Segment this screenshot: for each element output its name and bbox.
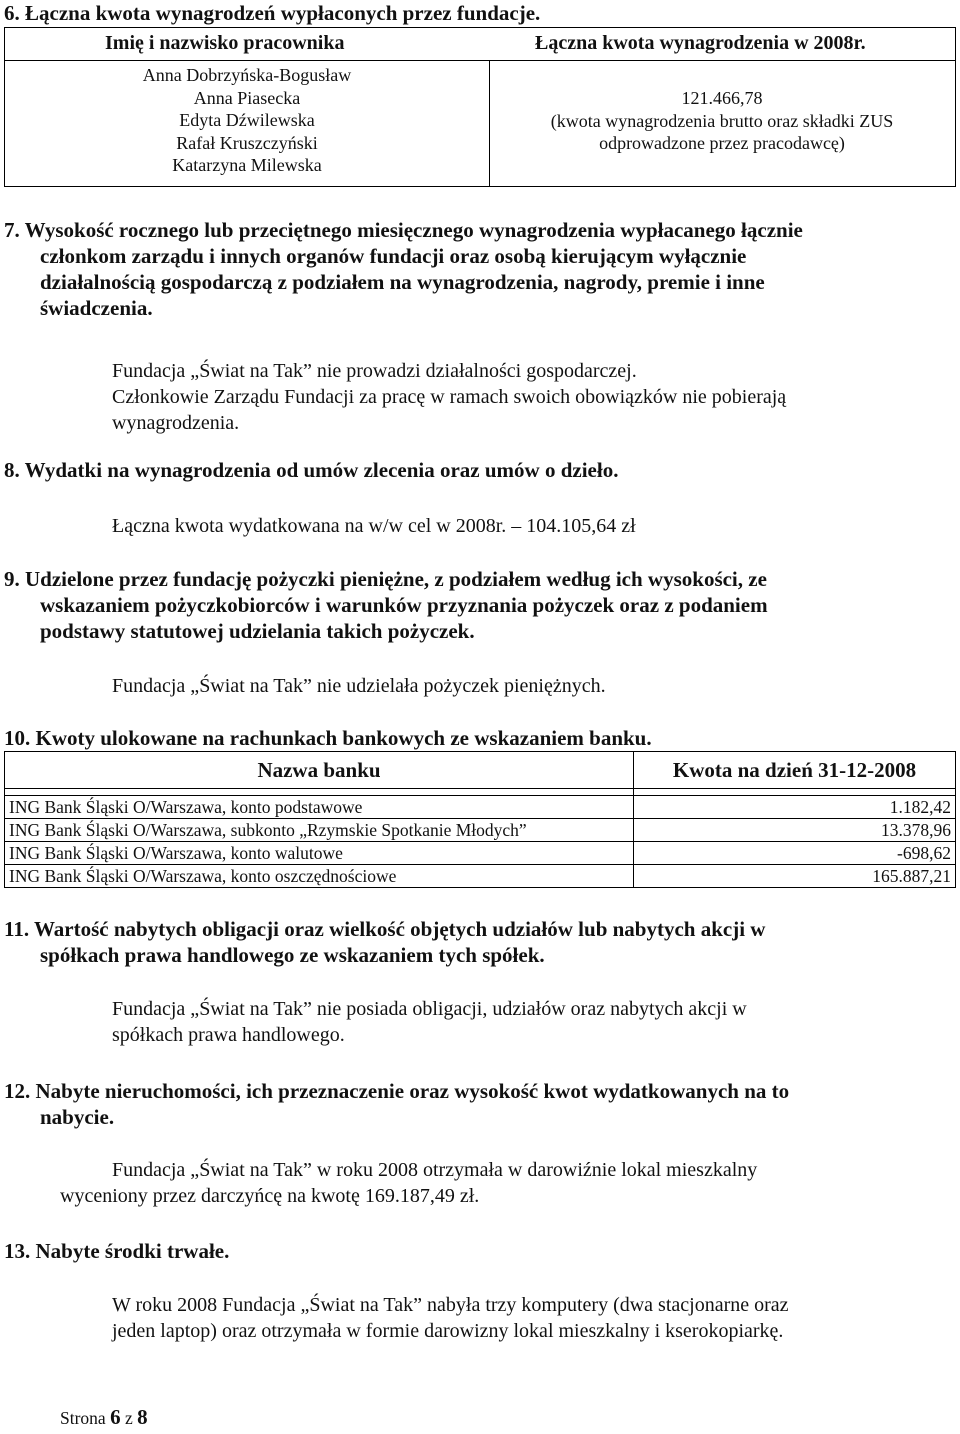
heading-line: podstawy statutowej udzielania takich pożyczek. bbox=[40, 619, 475, 643]
heading-line: 7. Wysokość rocznego lub przeciętnego miesięcznego wynagrodzenia wypłacanego łącznie bbox=[4, 218, 803, 242]
section-13-heading: 13. Nabyte środki trwałe. bbox=[4, 1239, 230, 1263]
body-line: wynagrodzenia. bbox=[112, 412, 240, 434]
footer-mid: z bbox=[120, 1408, 138, 1428]
table-row bbox=[5, 819, 956, 842]
section-13-body bbox=[112, 1292, 789, 1344]
section-10-heading: 10. Kwoty ulokowane na rachunkach bankowych ze wskazaniem banku. bbox=[4, 726, 652, 750]
section-7-body bbox=[112, 358, 786, 436]
section-12-heading bbox=[4, 1078, 789, 1130]
section-11-body bbox=[112, 996, 747, 1048]
amount-note: (kwota wynagrodzenia brutto oraz składki ZUS bbox=[550, 110, 894, 131]
bank-amount: 165.887,21 bbox=[634, 865, 956, 888]
heading-line: świadczenia. bbox=[40, 296, 153, 320]
body-line: spółkach prawa handlowego. bbox=[112, 1024, 345, 1046]
body-line: Fundacja „Świat na Tak” nie prowadzi działalności gospodarczej. bbox=[112, 360, 637, 382]
col-header-employee: Imię i nazwisko pracownika bbox=[105, 32, 345, 54]
heading-line: członkom zarządu i innych organów fundacji oraz osobą kierującym wyłącznie bbox=[40, 244, 747, 268]
footer-prefix: Strona bbox=[60, 1408, 111, 1428]
heading-line: nabycie. bbox=[40, 1105, 115, 1129]
col-header-bank: Nazwa banku bbox=[5, 752, 634, 789]
body-line: W roku 2008 Fundacja „Świat na Tak” nabyła trzy komputery (dwa stacjonarne oraz bbox=[112, 1294, 789, 1316]
body-line: Fundacja „Świat na Tak” w roku 2008 otrzymała w darowiźnie lokal mieszkalny bbox=[112, 1159, 758, 1181]
page-footer bbox=[60, 1405, 148, 1430]
heading-line: spółkach prawa handlowego ze wskazaniem tych spółek. bbox=[40, 943, 545, 967]
heading-line: działalnością gospodarczą z podziałem na wynagrodzenia, nagrody, premie i inne bbox=[40, 270, 765, 294]
body-line: wyceniony przez darczyńcę na kwotę 169.187,49 zł. bbox=[60, 1185, 480, 1207]
section-8-heading: 8. Wydatki na wynagrodzenia od umów zlecenia oraz umów o dzieło. bbox=[4, 458, 619, 482]
table-row bbox=[5, 865, 956, 888]
heading-line: 11. Wartość nabytych obligacji oraz wielkość objętych udziałów lub nabytych akcji w bbox=[4, 917, 766, 941]
amount-note: odprowadzone przez pracodawcę) bbox=[599, 133, 845, 153]
salary-table bbox=[4, 27, 956, 187]
section-11-heading bbox=[4, 916, 765, 968]
col-header-total: Łączna kwota wynagrodzenia w 2008r. bbox=[535, 32, 866, 54]
employee-name: Edyta Dźwilewska bbox=[179, 110, 315, 130]
bank-amount: 13.378,96 bbox=[634, 819, 956, 842]
amount-value: 121.466,78 bbox=[681, 88, 763, 108]
employee-name: Anna Dobrzyńska-Bogusław bbox=[142, 65, 352, 85]
table-row bbox=[5, 796, 956, 819]
salary-amount bbox=[489, 87, 955, 155]
bank-amount: -698,62 bbox=[634, 842, 956, 865]
bank-name: ING Bank Śląski O/Warszawa, konto podstawowe bbox=[5, 796, 634, 819]
body-line: Fundacja „Świat na Tak” nie posiada obligacji, udziałów oraz nabytych akcji w bbox=[112, 998, 747, 1020]
section-12-body bbox=[60, 1157, 757, 1209]
heading-line: wskazaniem pożyczkobiorców i warunków przyznania pożyczek oraz z podaniem bbox=[40, 593, 768, 617]
bank-name: ING Bank Śląski O/Warszawa, subkonto „Rzymskie Spotkanie Młodych” bbox=[5, 819, 634, 842]
section-7-heading bbox=[4, 217, 803, 321]
body-line: Członkowie Zarządu Fundacji za pracę w ramach swoich obowiązków nie pobierają bbox=[112, 386, 787, 408]
bank-amount: 1.182,42 bbox=[634, 796, 956, 819]
bank-name: ING Bank Śląski O/Warszawa, konto oszczędnościowe bbox=[5, 865, 634, 888]
employee-name: Rafał Kruszczyński bbox=[176, 132, 318, 153]
body-line: jeden laptop) oraz otrzymała w formie darowizny lokal mieszkalny i kserokopiarkę. bbox=[112, 1320, 784, 1342]
table-row bbox=[5, 842, 956, 865]
current-page: 6 bbox=[110, 1405, 121, 1429]
total-pages: 8 bbox=[137, 1405, 148, 1429]
table-divider bbox=[5, 60, 955, 61]
col-header-amount: Kwota na dzień 31-12-2008 bbox=[634, 752, 956, 789]
section-9-heading bbox=[4, 566, 768, 644]
section-8-body: Łączna kwota wydatkowana na w/w cel w 2008r. – 104.105,64 zł bbox=[112, 515, 636, 537]
employee-name: Katarzyna Milewska bbox=[172, 155, 322, 175]
heading-line: 12. Nabyte nieruchomości, ich przeznaczenie oraz wysokość kwot wydatkowanych na to bbox=[4, 1079, 790, 1103]
bank-accounts-table bbox=[4, 751, 956, 888]
bank-name: ING Bank Śląski O/Warszawa, konto walutowe bbox=[5, 842, 634, 865]
employee-name: Anna Piasecka bbox=[193, 87, 301, 108]
section-6-heading: 6. Łączna kwota wynagrodzeń wypłaconych przez fundacje. bbox=[4, 1, 541, 25]
section-9-body: Fundacja „Świat na Tak” nie udzielała pożyczek pieniężnych. bbox=[112, 675, 606, 697]
employee-names bbox=[5, 64, 489, 177]
heading-line: 9. Udzielone przez fundację pożyczki pieniężne, z podziałem według ich wysokości, ze bbox=[4, 567, 767, 591]
